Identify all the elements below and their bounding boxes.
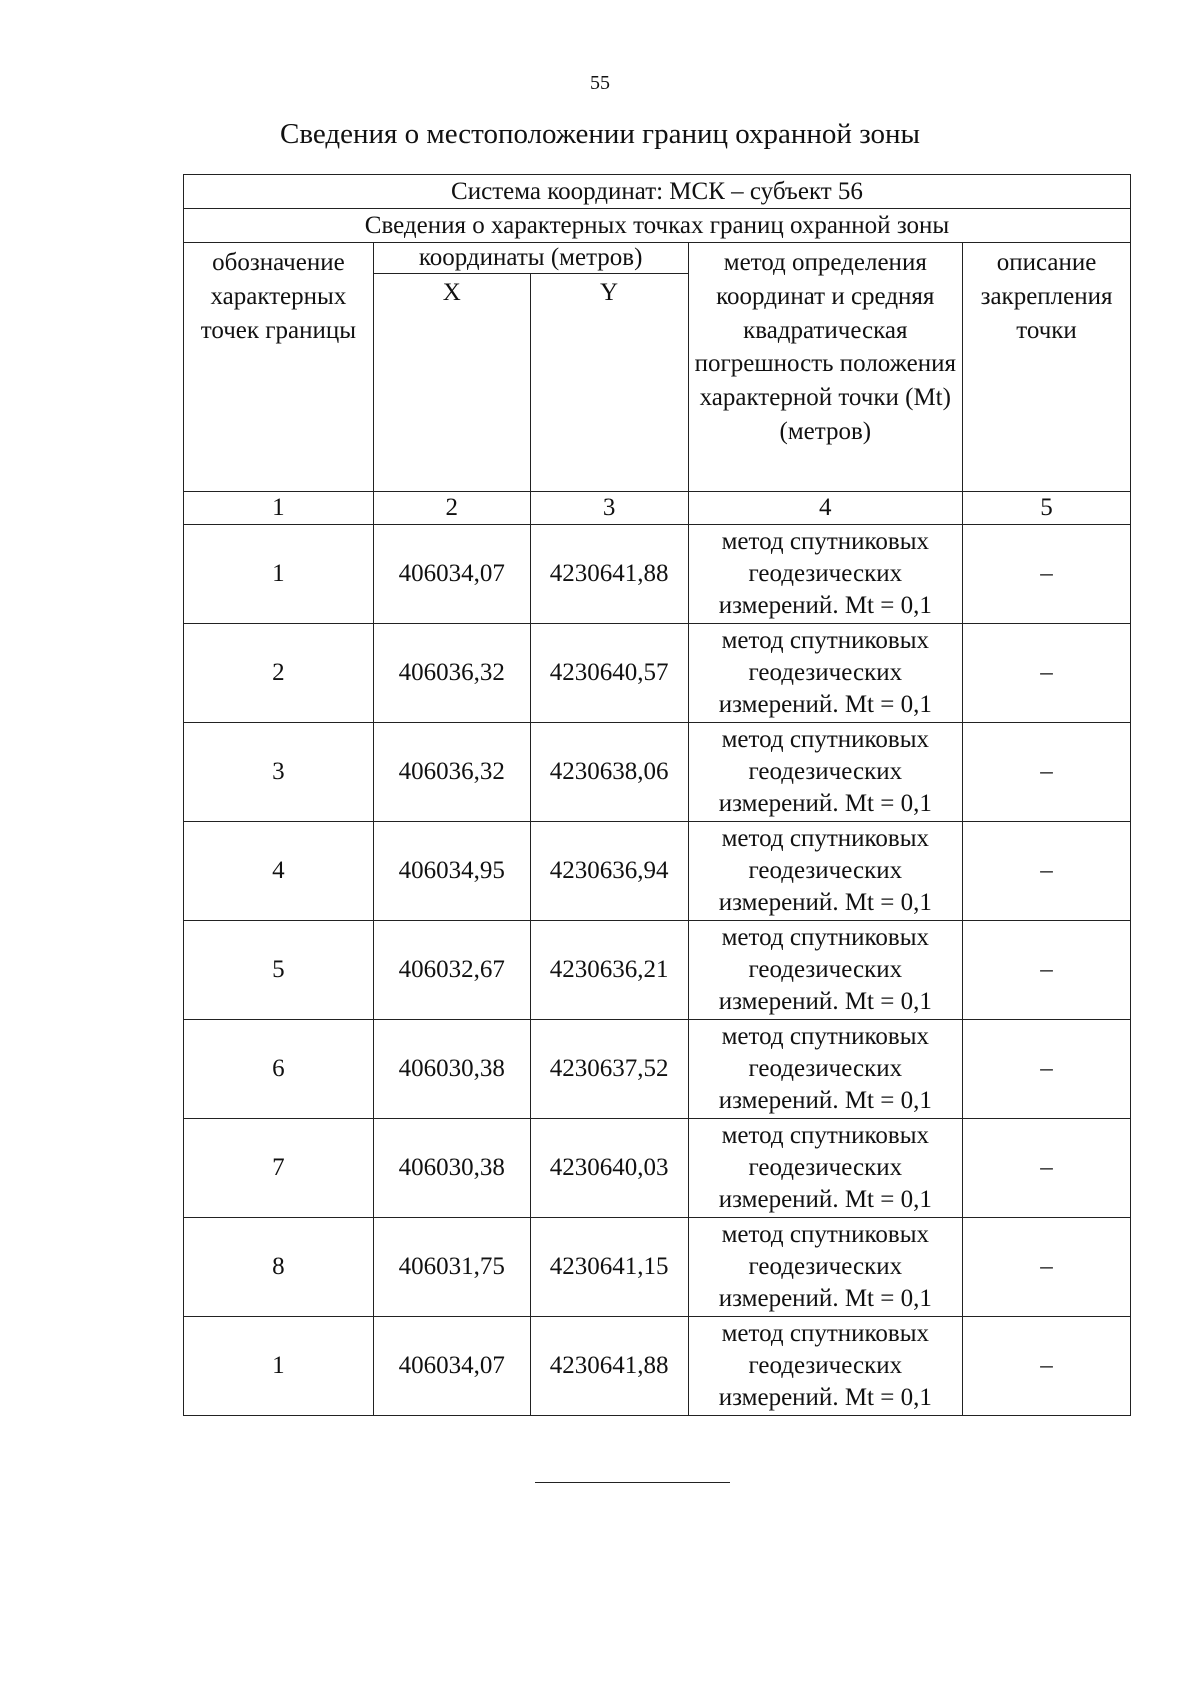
header-point-designation: обозначение характерных точек границы — [184, 243, 374, 492]
column-number: 5 — [963, 492, 1131, 525]
point-cell: 7 — [184, 1119, 374, 1218]
table-row — [184, 1218, 1131, 1317]
coordinate-system-cell: Система координат: МСК – субъект 56 — [184, 175, 1131, 209]
y-coordinate-cell: 4230640,57 — [530, 624, 688, 723]
fixing-cell: – — [963, 1119, 1131, 1218]
fixing-cell: – — [963, 822, 1131, 921]
method-cell: метод спутниковых геодезических измерений. Mt = 0,1 — [688, 1218, 963, 1317]
x-coordinate-cell: 406031,75 — [373, 1218, 530, 1317]
fixing-cell: – — [963, 525, 1131, 624]
document-title: Сведения о местоположении границ охранной зоны — [279, 118, 920, 150]
point-cell: 6 — [184, 1020, 374, 1119]
method-cell: метод спутниковых геодезических измерений. Mt = 0,1 — [688, 1119, 963, 1218]
page-number: 55 — [590, 72, 610, 94]
method-cell: метод спутниковых геодезических измерений. Mt = 0,1 — [688, 921, 963, 1020]
end-divider-line — [535, 1482, 730, 1483]
column-number: 3 — [530, 492, 688, 525]
x-coordinate-cell: 406036,32 — [373, 723, 530, 822]
method-cell: метод спутниковых геодезических измерений. Mt = 0,1 — [688, 1020, 963, 1119]
x-coordinate-cell: 406030,38 — [373, 1020, 530, 1119]
x-coordinate-cell: 406034,95 — [373, 822, 530, 921]
column-numbers-row — [184, 492, 1131, 525]
table-row — [184, 624, 1131, 723]
column-number: 4 — [688, 492, 963, 525]
point-cell: 3 — [184, 723, 374, 822]
fixing-cell: – — [963, 723, 1131, 822]
fixing-cell: – — [963, 624, 1131, 723]
header-x: X — [373, 274, 530, 492]
y-coordinate-cell: 4230638,06 — [530, 723, 688, 822]
method-cell: метод спутниковых геодезических измерений. Mt = 0,1 — [688, 1317, 963, 1416]
header-coordinates: координаты (метров) — [373, 243, 688, 274]
table-row — [184, 822, 1131, 921]
column-number: 1 — [184, 492, 374, 525]
y-coordinate-cell: 4230641,88 — [530, 1317, 688, 1416]
fixing-cell: – — [963, 1317, 1131, 1416]
column-number: 2 — [373, 492, 530, 525]
fixing-cell: – — [963, 921, 1131, 1020]
point-cell: 2 — [184, 624, 374, 723]
x-coordinate-cell: 406034,07 — [373, 1317, 530, 1416]
x-coordinate-cell: 406034,07 — [373, 525, 530, 624]
y-coordinate-cell: 4230636,21 — [530, 921, 688, 1020]
table-row — [184, 921, 1131, 1020]
header-y: Y — [530, 274, 688, 492]
point-cell: 5 — [184, 921, 374, 1020]
x-coordinate-cell: 406032,67 — [373, 921, 530, 1020]
x-coordinate-cell: 406036,32 — [373, 624, 530, 723]
table-row — [184, 723, 1131, 822]
fixing-cell: – — [963, 1218, 1131, 1317]
x-coordinate-cell: 406030,38 — [373, 1119, 530, 1218]
fixing-cell: – — [963, 1020, 1131, 1119]
method-cell: метод спутниковых геодезических измерений. Mt = 0,1 — [688, 723, 963, 822]
table-subtitle-cell: Сведения о характерных точках границ охранной зоны — [184, 209, 1131, 243]
y-coordinate-cell: 4230640,03 — [530, 1119, 688, 1218]
point-cell: 8 — [184, 1218, 374, 1317]
point-cell: 1 — [184, 525, 374, 624]
table-row — [184, 1119, 1131, 1218]
method-cell: метод спутниковых геодезических измерений. Mt = 0,1 — [688, 525, 963, 624]
point-cell: 4 — [184, 822, 374, 921]
header-fixing-description: описание закрепления точки — [963, 243, 1131, 492]
method-cell: метод спутниковых геодезических измерений. Mt = 0,1 — [688, 624, 963, 723]
table-row — [184, 525, 1131, 624]
method-cell: метод спутниковых геодезических измерений. Mt = 0,1 — [688, 822, 963, 921]
y-coordinate-cell: 4230641,88 — [530, 525, 688, 624]
y-coordinate-cell: 4230636,94 — [530, 822, 688, 921]
point-cell: 1 — [184, 1317, 374, 1416]
y-coordinate-cell: 4230641,15 — [530, 1218, 688, 1317]
table-row — [184, 1020, 1131, 1119]
y-coordinate-cell: 4230637,52 — [530, 1020, 688, 1119]
header-method: метод определения координат и средняя квадратическая погрешность положения характерной точки (Mt) (метров) — [688, 243, 963, 492]
boundary-points-table — [183, 174, 1131, 1416]
table-row — [184, 1317, 1131, 1416]
